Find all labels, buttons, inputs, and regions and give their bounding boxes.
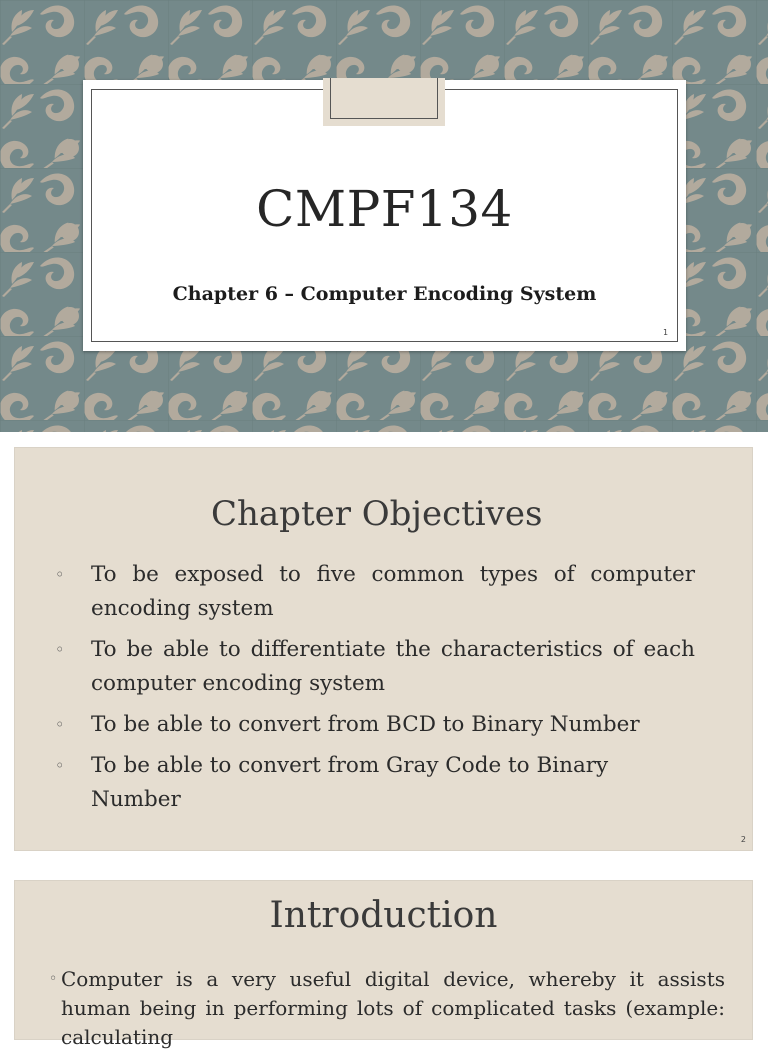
bullet-icon: ◦ bbox=[55, 756, 65, 775]
slide-title: Introduction bbox=[269, 895, 498, 936]
objective-text: To be able to convert from BCD to Binary Number bbox=[91, 712, 640, 737]
objective-text: To be able to convert from Gray Code to Binary Number bbox=[91, 753, 609, 812]
slide-number: 2 bbox=[740, 835, 746, 844]
slide-title: Chapter Objectives bbox=[211, 494, 543, 534]
introduction-slide[interactable] bbox=[14, 880, 753, 1049]
list-item bbox=[55, 633, 695, 701]
list-item bbox=[55, 749, 695, 817]
slide-number: 1 bbox=[663, 328, 669, 337]
bullet-icon: ◦ bbox=[55, 640, 65, 659]
list-item bbox=[55, 558, 695, 626]
objectives-slide[interactable] bbox=[14, 447, 753, 851]
title-card-tab bbox=[323, 78, 445, 126]
chapter-subtitle: Chapter 6 – Computer Encoding System bbox=[172, 283, 597, 305]
bullet-icon: ◦ bbox=[55, 715, 65, 734]
bullet-icon: ◦ bbox=[55, 565, 65, 584]
intro-paragraph bbox=[49, 965, 725, 1052]
list-item bbox=[55, 708, 695, 742]
intro-text: Computer is a very useful digital device, whereby it assists human being in performing lots of complicated tasks (example: calculating bbox=[61, 967, 725, 1049]
objectives-list bbox=[55, 558, 695, 824]
objective-text: To be able to differentiate the characteristics of each computer encoding system bbox=[91, 637, 695, 696]
title-card bbox=[83, 80, 686, 351]
objective-text: To be exposed to five common types of computer encoding system bbox=[91, 562, 695, 621]
bullet-icon: ◦ bbox=[49, 971, 58, 987]
title-slide[interactable] bbox=[0, 0, 768, 432]
course-title: CMPF134 bbox=[256, 180, 513, 238]
title-card-tab-frame bbox=[330, 78, 438, 119]
